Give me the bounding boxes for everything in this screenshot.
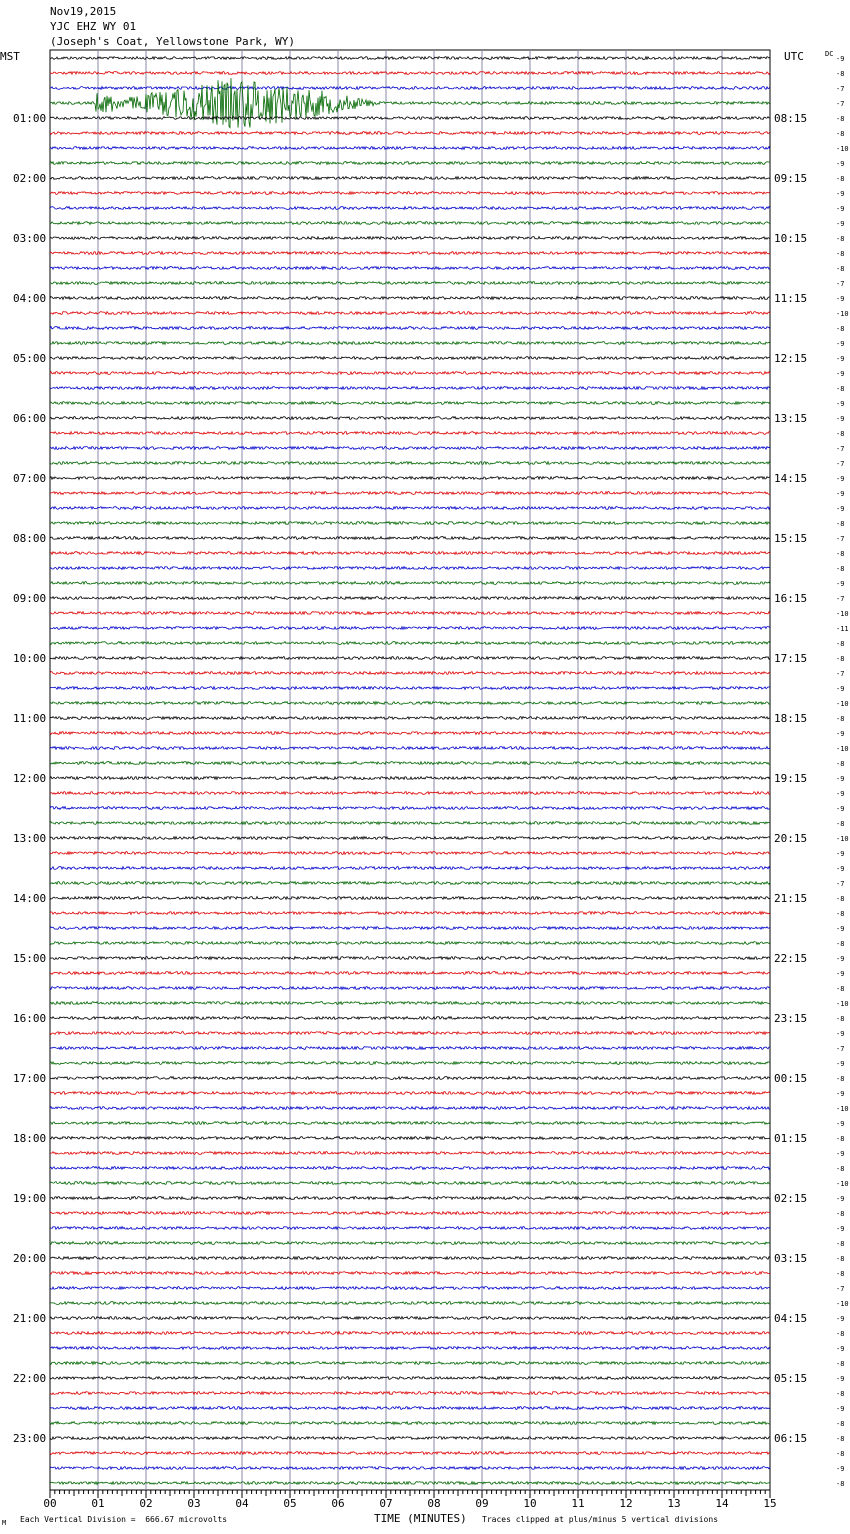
left-time-label-20: 21:00 <box>13 1312 47 1325</box>
trace-46 <box>50 747 770 750</box>
trace-5 <box>50 132 770 135</box>
left-time-label-15: 16:00 <box>13 1012 47 1025</box>
date-label: Nov19,2015 <box>50 5 117 18</box>
dc-offset-1: -8 <box>836 70 845 78</box>
right-time-label-14: 22:15 <box>774 952 808 965</box>
trace-31 <box>50 522 770 525</box>
dc-offset-81: -8 <box>836 1270 845 1278</box>
dc-offset-34: -8 <box>836 565 845 573</box>
trace-53 <box>50 852 770 855</box>
left-time-label-22: 23:00 <box>13 1432 47 1445</box>
dc-offset-78: -9 <box>836 1225 845 1233</box>
trace-85 <box>50 1332 770 1335</box>
trace-70 <box>50 1107 770 1110</box>
trace-37 <box>50 612 770 615</box>
x-tick-label-5: 05 <box>283 1497 297 1510</box>
trace-42 <box>50 687 770 690</box>
trace-69 <box>50 1092 770 1095</box>
trace-92 <box>50 1437 770 1440</box>
right-time-label-1: 09:15 <box>774 172 808 185</box>
dc-offset-45: -9 <box>836 730 845 738</box>
dc-offset-28: -9 <box>836 475 845 483</box>
dc-offset-76: -9 <box>836 1195 845 1203</box>
dc-offset-20: -9 <box>836 355 845 363</box>
x-tick-label-3: 03 <box>187 1497 201 1510</box>
right-time-label-4: 12:15 <box>774 352 808 365</box>
x-tick-label-10: 10 <box>523 1497 537 1510</box>
left-time-label-2: 03:00 <box>13 232 47 245</box>
trace-67 <box>50 1062 770 1065</box>
dc-offset-24: -9 <box>836 415 845 423</box>
left-time-label-9: 10:00 <box>13 652 47 665</box>
right-time-label-13: 21:15 <box>774 892 808 905</box>
x-tick-label-13: 13 <box>667 1497 681 1510</box>
dc-offset-68: -8 <box>836 1075 845 1083</box>
trace-25 <box>50 432 770 435</box>
left-time-label-7: 08:00 <box>13 532 47 545</box>
trace-89 <box>50 1392 770 1395</box>
x-axis-title: TIME (MINUTES) <box>374 1512 467 1525</box>
trace-71 <box>50 1122 770 1125</box>
left-time-label-13: 14:00 <box>13 892 47 905</box>
trace-35 <box>50 582 770 585</box>
dc-offset-0: -9 <box>836 55 845 63</box>
trace-9 <box>50 192 770 195</box>
dc-offset-25: -8 <box>836 430 845 438</box>
dc-offset-42: -9 <box>836 685 845 693</box>
dc-offset-32: -7 <box>836 535 845 543</box>
trace-49 <box>50 792 770 795</box>
trace-40 <box>50 657 770 660</box>
dc-offset-88: -9 <box>836 1375 845 1383</box>
trace-58 <box>50 927 770 930</box>
dc-offset-31: -8 <box>836 520 845 528</box>
trace-45 <box>50 732 770 735</box>
left-time-label-14: 15:00 <box>13 952 47 965</box>
x-tick-label-15: 15 <box>763 1497 777 1510</box>
dc-offset-41: -7 <box>836 670 845 678</box>
dc-offset-19: -9 <box>836 340 845 348</box>
trace-83 <box>50 1302 770 1305</box>
x-tick-label-0: 00 <box>43 1497 57 1510</box>
dc-offset-77: -8 <box>836 1210 845 1218</box>
left-time-label-16: 17:00 <box>13 1072 47 1085</box>
left-time-label-3: 04:00 <box>13 292 47 305</box>
dc-offset-86: -9 <box>836 1345 845 1353</box>
left-time-label-4: 05:00 <box>13 352 47 365</box>
right-time-label-16: 00:15 <box>774 1072 808 1085</box>
dc-offset-67: -9 <box>836 1060 845 1068</box>
dc-offset-49: -9 <box>836 790 845 798</box>
right-time-label-22: 06:15 <box>774 1432 808 1445</box>
dc-offset-87: -8 <box>836 1360 845 1368</box>
trace-29 <box>50 492 770 495</box>
dc-offset-30: -9 <box>836 505 845 513</box>
dc-offset-36: -7 <box>836 595 845 603</box>
trace-79 <box>50 1242 770 1245</box>
trace-27 <box>50 462 770 465</box>
x-tick-label-4: 04 <box>235 1497 249 1510</box>
dc-offset-64: -8 <box>836 1015 845 1023</box>
dc-offset-82: -7 <box>836 1285 845 1293</box>
trace-6 <box>50 147 770 150</box>
trace-24 <box>50 417 770 420</box>
dc-offset-47: -8 <box>836 760 845 768</box>
x-tick-label-2: 02 <box>139 1497 153 1510</box>
trace-73 <box>50 1152 770 1155</box>
right-time-label-11: 19:15 <box>774 772 808 785</box>
dc-offset-70: -10 <box>836 1105 849 1113</box>
right-time-label-8: 16:15 <box>774 592 808 605</box>
trace-65 <box>50 1032 770 1035</box>
dc-offset-54: -9 <box>836 865 845 873</box>
right-time-label-18: 02:15 <box>774 1192 808 1205</box>
left-time-label-0: 01:00 <box>13 112 47 125</box>
trace-15 <box>50 282 770 285</box>
trace-26 <box>50 447 770 450</box>
dc-offset-14: -8 <box>836 265 845 273</box>
dc-offset-61: -9 <box>836 970 845 978</box>
left-time-label-18: 19:00 <box>13 1192 47 1205</box>
x-axis <box>43 1490 776 1510</box>
trace-20 <box>50 357 770 360</box>
dc-offset-39: -8 <box>836 640 845 648</box>
station-label: YJC EHZ WY 01 <box>50 20 137 33</box>
dc-offset-72: -8 <box>836 1135 845 1143</box>
trace-2 <box>50 87 770 90</box>
dc-offset-94: -9 <box>836 1465 845 1473</box>
trace-36 <box>50 597 770 600</box>
trace-74 <box>50 1167 770 1170</box>
trace-86 <box>50 1347 770 1350</box>
right-time-label-6: 14:15 <box>774 472 808 485</box>
trace-11 <box>50 222 770 225</box>
dc-offset-7: -9 <box>836 160 845 168</box>
dc-offset-53: -9 <box>836 850 845 858</box>
trace-1 <box>50 72 770 75</box>
dc-offset-66: -7 <box>836 1045 845 1053</box>
dc-offset-52: -10 <box>836 835 849 843</box>
trace-60 <box>50 957 770 960</box>
trace-34 <box>50 567 770 570</box>
utc-label: UTC <box>784 50 804 63</box>
dc-offset-89: -8 <box>836 1390 845 1398</box>
trace-62 <box>50 987 770 990</box>
dc-offset-95: -8 <box>836 1480 845 1488</box>
right-time-label-2: 10:15 <box>774 232 808 245</box>
left-time-label-1: 02:00 <box>13 172 47 185</box>
trace-7 <box>50 162 770 165</box>
trace-52 <box>50 837 770 840</box>
right-time-label-0: 08:15 <box>774 112 808 125</box>
right-time-label-9: 17:15 <box>774 652 808 665</box>
trace-44 <box>50 717 770 720</box>
dc-offset-79: -8 <box>836 1240 845 1248</box>
clip-note: Traces clipped at plus/minus 5 vertical divisions <box>482 1515 719 1524</box>
trace-4 <box>50 117 770 120</box>
trace-54 <box>50 867 770 870</box>
trace-28 <box>50 477 770 480</box>
dc-offset-13: -8 <box>836 250 845 258</box>
trace-13 <box>50 252 770 255</box>
x-tick-label-14: 14 <box>715 1497 729 1510</box>
dc-offset-59: -8 <box>836 940 845 948</box>
trace-66 <box>50 1047 770 1050</box>
left-time-label-11: 12:00 <box>13 772 47 785</box>
dc-offset-71: -9 <box>836 1120 845 1128</box>
dc-offset-4: -8 <box>836 115 845 123</box>
dc-offset-57: -8 <box>836 910 845 918</box>
dc-offset-15: -7 <box>836 280 845 288</box>
trace-19 <box>50 342 770 345</box>
right-time-label-5: 13:15 <box>774 412 808 425</box>
location-label: (Joseph's Coat, Yellowstone Park, WY) <box>50 35 296 48</box>
dc-offset-90: -9 <box>836 1405 845 1413</box>
trace-32 <box>50 537 770 540</box>
trace-64 <box>50 1017 770 1020</box>
left-time-label-12: 13:00 <box>13 832 47 845</box>
trace-75 <box>50 1182 770 1185</box>
dc-offset-74: -8 <box>836 1165 845 1173</box>
dc-offset-8: -8 <box>836 175 845 183</box>
x-tick-label-9: 09 <box>475 1497 489 1510</box>
trace-50 <box>50 807 770 810</box>
trace-59 <box>50 942 770 945</box>
dc-offset-84: -9 <box>836 1315 845 1323</box>
dc-offset-11: -9 <box>836 220 845 228</box>
trace-93 <box>50 1452 770 1455</box>
right-time-label-12: 20:15 <box>774 832 808 845</box>
x-tick-label-6: 06 <box>331 1497 345 1510</box>
mst-label: MST <box>0 50 20 63</box>
trace-39 <box>50 642 770 645</box>
trace-95 <box>50 1482 770 1485</box>
trace-41 <box>50 672 770 675</box>
dc-offset-92: -8 <box>836 1435 845 1443</box>
dc-offset-58: -9 <box>836 925 845 933</box>
trace-72 <box>50 1137 770 1140</box>
right-time-label-3: 11:15 <box>774 292 808 305</box>
trace-78 <box>50 1227 770 1230</box>
dc-offset-51: -8 <box>836 820 845 828</box>
trace-68 <box>50 1077 770 1080</box>
trace-84 <box>50 1317 770 1320</box>
dc-offset-75: -10 <box>836 1180 849 1188</box>
dc-offset-60: -9 <box>836 955 845 963</box>
left-time-label-5: 06:00 <box>13 412 47 425</box>
right-time-label-17: 01:15 <box>774 1132 808 1145</box>
dc-offset-43: -10 <box>836 700 849 708</box>
trace-55 <box>50 882 770 885</box>
trace-16 <box>50 297 770 300</box>
dc-offset-69: -9 <box>836 1090 845 1098</box>
trace-17 <box>50 312 770 315</box>
trace-47 <box>50 762 770 765</box>
dc-offset-48: -9 <box>836 775 845 783</box>
left-time-label-6: 07:00 <box>13 472 47 485</box>
left-time-label-19: 20:00 <box>13 1252 47 1265</box>
trace-3 <box>50 78 770 128</box>
right-time-label-10: 18:15 <box>774 712 808 725</box>
trace-48 <box>50 777 770 780</box>
trace-63 <box>50 1002 770 1005</box>
trace-12 <box>50 237 770 240</box>
trace-21 <box>50 372 770 375</box>
trace-33 <box>50 552 770 555</box>
trace-43 <box>50 702 770 705</box>
trace-88 <box>50 1377 770 1380</box>
left-time-label-17: 18:00 <box>13 1132 47 1145</box>
dc-offset-73: -9 <box>836 1150 845 1158</box>
dc-offset-62: -8 <box>836 985 845 993</box>
dc-offset-55: -7 <box>836 880 845 888</box>
trace-8 <box>50 177 770 180</box>
dc-offset-2: -7 <box>836 85 845 93</box>
dc-offset-21: -9 <box>836 370 845 378</box>
right-time-label-15: 23:15 <box>774 1012 808 1025</box>
dc-offset-91: -8 <box>836 1420 845 1428</box>
x-tick-label-1: 01 <box>91 1497 105 1510</box>
dc-offset-37: -10 <box>836 610 849 618</box>
trace-81 <box>50 1272 770 1275</box>
dc-offset-16: -9 <box>836 295 845 303</box>
trace-80 <box>50 1257 770 1260</box>
x-tick-label-8: 08 <box>427 1497 441 1510</box>
trace-77 <box>50 1212 770 1215</box>
trace-56 <box>50 897 770 900</box>
right-time-label-7: 15:15 <box>774 532 808 545</box>
dc-offset-18: -8 <box>836 325 845 333</box>
trace-group <box>50 57 770 1485</box>
dc-offset-65: -9 <box>836 1030 845 1038</box>
dc-offset-26: -7 <box>836 445 845 453</box>
trace-23 <box>50 402 770 405</box>
dc-offset-83: -10 <box>836 1300 849 1308</box>
trace-82 <box>50 1287 770 1290</box>
dc-offset-9: -9 <box>836 190 845 198</box>
dc-offset-50: -9 <box>836 805 845 813</box>
dc-offset-29: -9 <box>836 490 845 498</box>
trace-51 <box>50 822 770 825</box>
dc-offset-38: -11 <box>836 625 849 633</box>
dc-offset-12: -8 <box>836 235 845 243</box>
trace-0 <box>50 57 770 60</box>
dc-offset-35: -9 <box>836 580 845 588</box>
trace-61 <box>50 972 770 975</box>
trace-38 <box>50 627 770 630</box>
trace-76 <box>50 1197 770 1200</box>
x-tick-label-11: 11 <box>571 1497 585 1510</box>
dc-offset-40: -8 <box>836 655 845 663</box>
dc-offset-23: -9 <box>836 400 845 408</box>
left-time-label-10: 11:00 <box>13 712 47 725</box>
left-time-label-21: 22:00 <box>13 1372 47 1385</box>
trace-10 <box>50 207 770 210</box>
x-tick-label-7: 07 <box>379 1497 393 1510</box>
trace-90 <box>50 1407 770 1410</box>
dc-offset-85: -8 <box>836 1330 845 1338</box>
dc-offset-93: -8 <box>836 1450 845 1458</box>
trace-22 <box>50 387 770 390</box>
trace-94 <box>50 1467 770 1470</box>
dc-offset-10: -9 <box>836 205 845 213</box>
dc-offset-80: -8 <box>836 1255 845 1263</box>
corner-mark: M <box>2 1519 7 1527</box>
trace-91 <box>50 1422 770 1425</box>
dc-offset-56: -8 <box>836 895 845 903</box>
dc-offset-6: -10 <box>836 145 849 153</box>
right-time-label-19: 03:15 <box>774 1252 808 1265</box>
scale-note: Each Vertical Division = 666.67 microvolts <box>20 1515 228 1524</box>
dc-offset-22: -8 <box>836 385 845 393</box>
trace-57 <box>50 912 770 915</box>
dc-offset-17: -10 <box>836 310 849 318</box>
trace-30 <box>50 507 770 510</box>
right-time-label-21: 05:15 <box>774 1372 808 1385</box>
dc-offset-3: -7 <box>836 100 845 108</box>
dc-offset-5: -8 <box>836 130 845 138</box>
trace-87 <box>50 1362 770 1365</box>
dc-offset-46: -10 <box>836 745 849 753</box>
right-time-label-20: 04:15 <box>774 1312 808 1325</box>
dc-label: DC <box>825 50 834 58</box>
left-time-label-8: 09:00 <box>13 592 47 605</box>
trace-14 <box>50 267 770 270</box>
trace-18 <box>50 327 770 330</box>
dc-offset-33: -8 <box>836 550 845 558</box>
x-tick-label-12: 12 <box>619 1497 633 1510</box>
dc-offset-27: -7 <box>836 460 845 468</box>
dc-offset-44: -8 <box>836 715 845 723</box>
dc-offset-63: -10 <box>836 1000 849 1008</box>
